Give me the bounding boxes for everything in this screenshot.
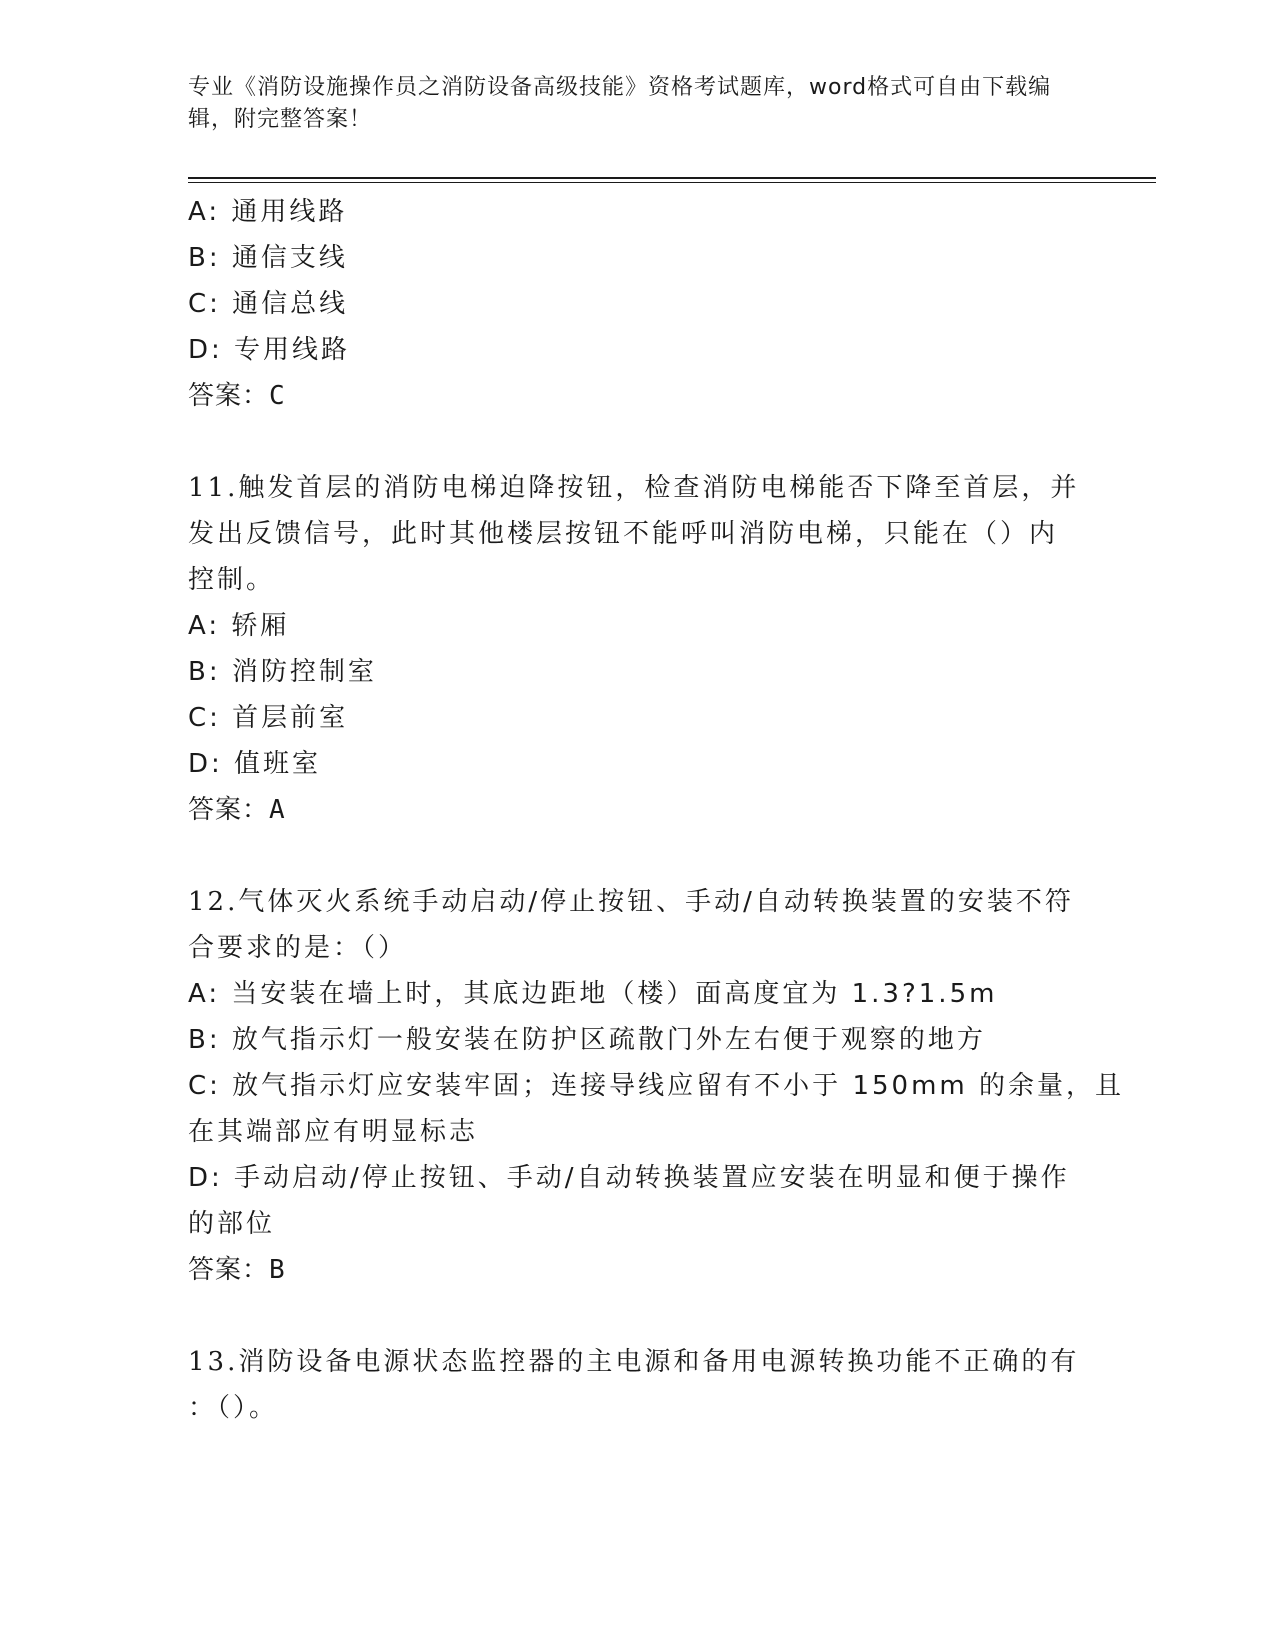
question-13-block xyxy=(188,1339,1078,1431)
prev-question-block xyxy=(188,189,1078,419)
option-c: C: 放气指示灯应安装牢固；连接导线应留有不小于 150mm 的余量，且 xyxy=(188,1071,1124,1101)
option-a: A: 当安装在墙上时，其底边距地（楼）面高度宜为 1.3?1.5m xyxy=(188,979,998,1009)
answer-value: B xyxy=(269,1255,286,1285)
spacer xyxy=(188,419,1078,465)
option-d: D: 专用线路 xyxy=(188,335,351,365)
question-stem-line xyxy=(188,879,1078,925)
question-stem-line: ：（）。 xyxy=(188,1393,279,1423)
question-stem-line: 发出反馈信号，此时其他楼层按钮不能呼叫消防电梯，只能在（）内 xyxy=(188,519,1059,549)
option-d: D: 值班室 xyxy=(188,749,322,779)
question-stem-line xyxy=(188,1339,1078,1385)
document-header: 专业《消防设施操作员之消防设备高级技能》资格考试题库，word格式可自由下载编辑，附完整答案！ xyxy=(188,75,1052,132)
answer-value: C xyxy=(269,381,286,411)
spacer xyxy=(188,1293,1078,1339)
header-divider-thick xyxy=(188,177,1156,179)
option-b: B: 放气指示灯一般安装在防护区疏散门外左右便于观察的地方 xyxy=(188,1025,986,1055)
answer-label: 答案： xyxy=(188,795,270,825)
header-divider-thin xyxy=(188,182,1156,183)
answer-line xyxy=(188,787,1078,833)
answer-value: A xyxy=(269,795,286,825)
question-12-block xyxy=(188,879,1124,1293)
option-c: C: 通信总线 xyxy=(188,289,349,319)
option-d: D: 手动启动/停止按钮、手动/自动转换装置应安装在明显和便于操作 xyxy=(188,1163,1070,1193)
answer-line xyxy=(188,1247,1078,1293)
option-a: A: 通用线路 xyxy=(188,197,348,227)
option-c-continued: 在其端部应有明显标志 xyxy=(188,1117,479,1147)
question-stem-line: 合要求的是：（） xyxy=(188,933,408,963)
option-b: B: 消防控制室 xyxy=(188,657,377,687)
spacer xyxy=(188,833,1078,879)
question-stem-text: 触发首层的消防电梯迫降按钮，检查消防电梯能否下降至首层，并 xyxy=(238,473,1080,503)
question-stem-text: 气体灭火系统手动启动/停止按钮、手动/自动转换装置的安装不符 xyxy=(238,887,1074,917)
question-stem-line xyxy=(188,465,1078,511)
question-stem-text: 消防设备电源状态监控器的主电源和备用电源转换功能不正确的有 xyxy=(238,1347,1080,1377)
question-number: 11. xyxy=(188,473,239,503)
question-stem-line: 控制。 xyxy=(188,565,276,595)
option-d-continued: 的部位 xyxy=(188,1209,276,1239)
answer-label: 答案： xyxy=(188,1255,270,1285)
option-a: A: 轿厢 xyxy=(188,611,290,641)
answer-line xyxy=(188,373,1078,419)
question-content xyxy=(188,189,1124,1431)
option-b: B: 通信支线 xyxy=(188,243,348,273)
question-11-block xyxy=(188,465,1078,833)
question-number: 12. xyxy=(188,887,239,917)
question-number: 13. xyxy=(188,1347,239,1377)
answer-label: 答案： xyxy=(188,381,270,411)
option-c: C: 首层前室 xyxy=(188,703,349,733)
